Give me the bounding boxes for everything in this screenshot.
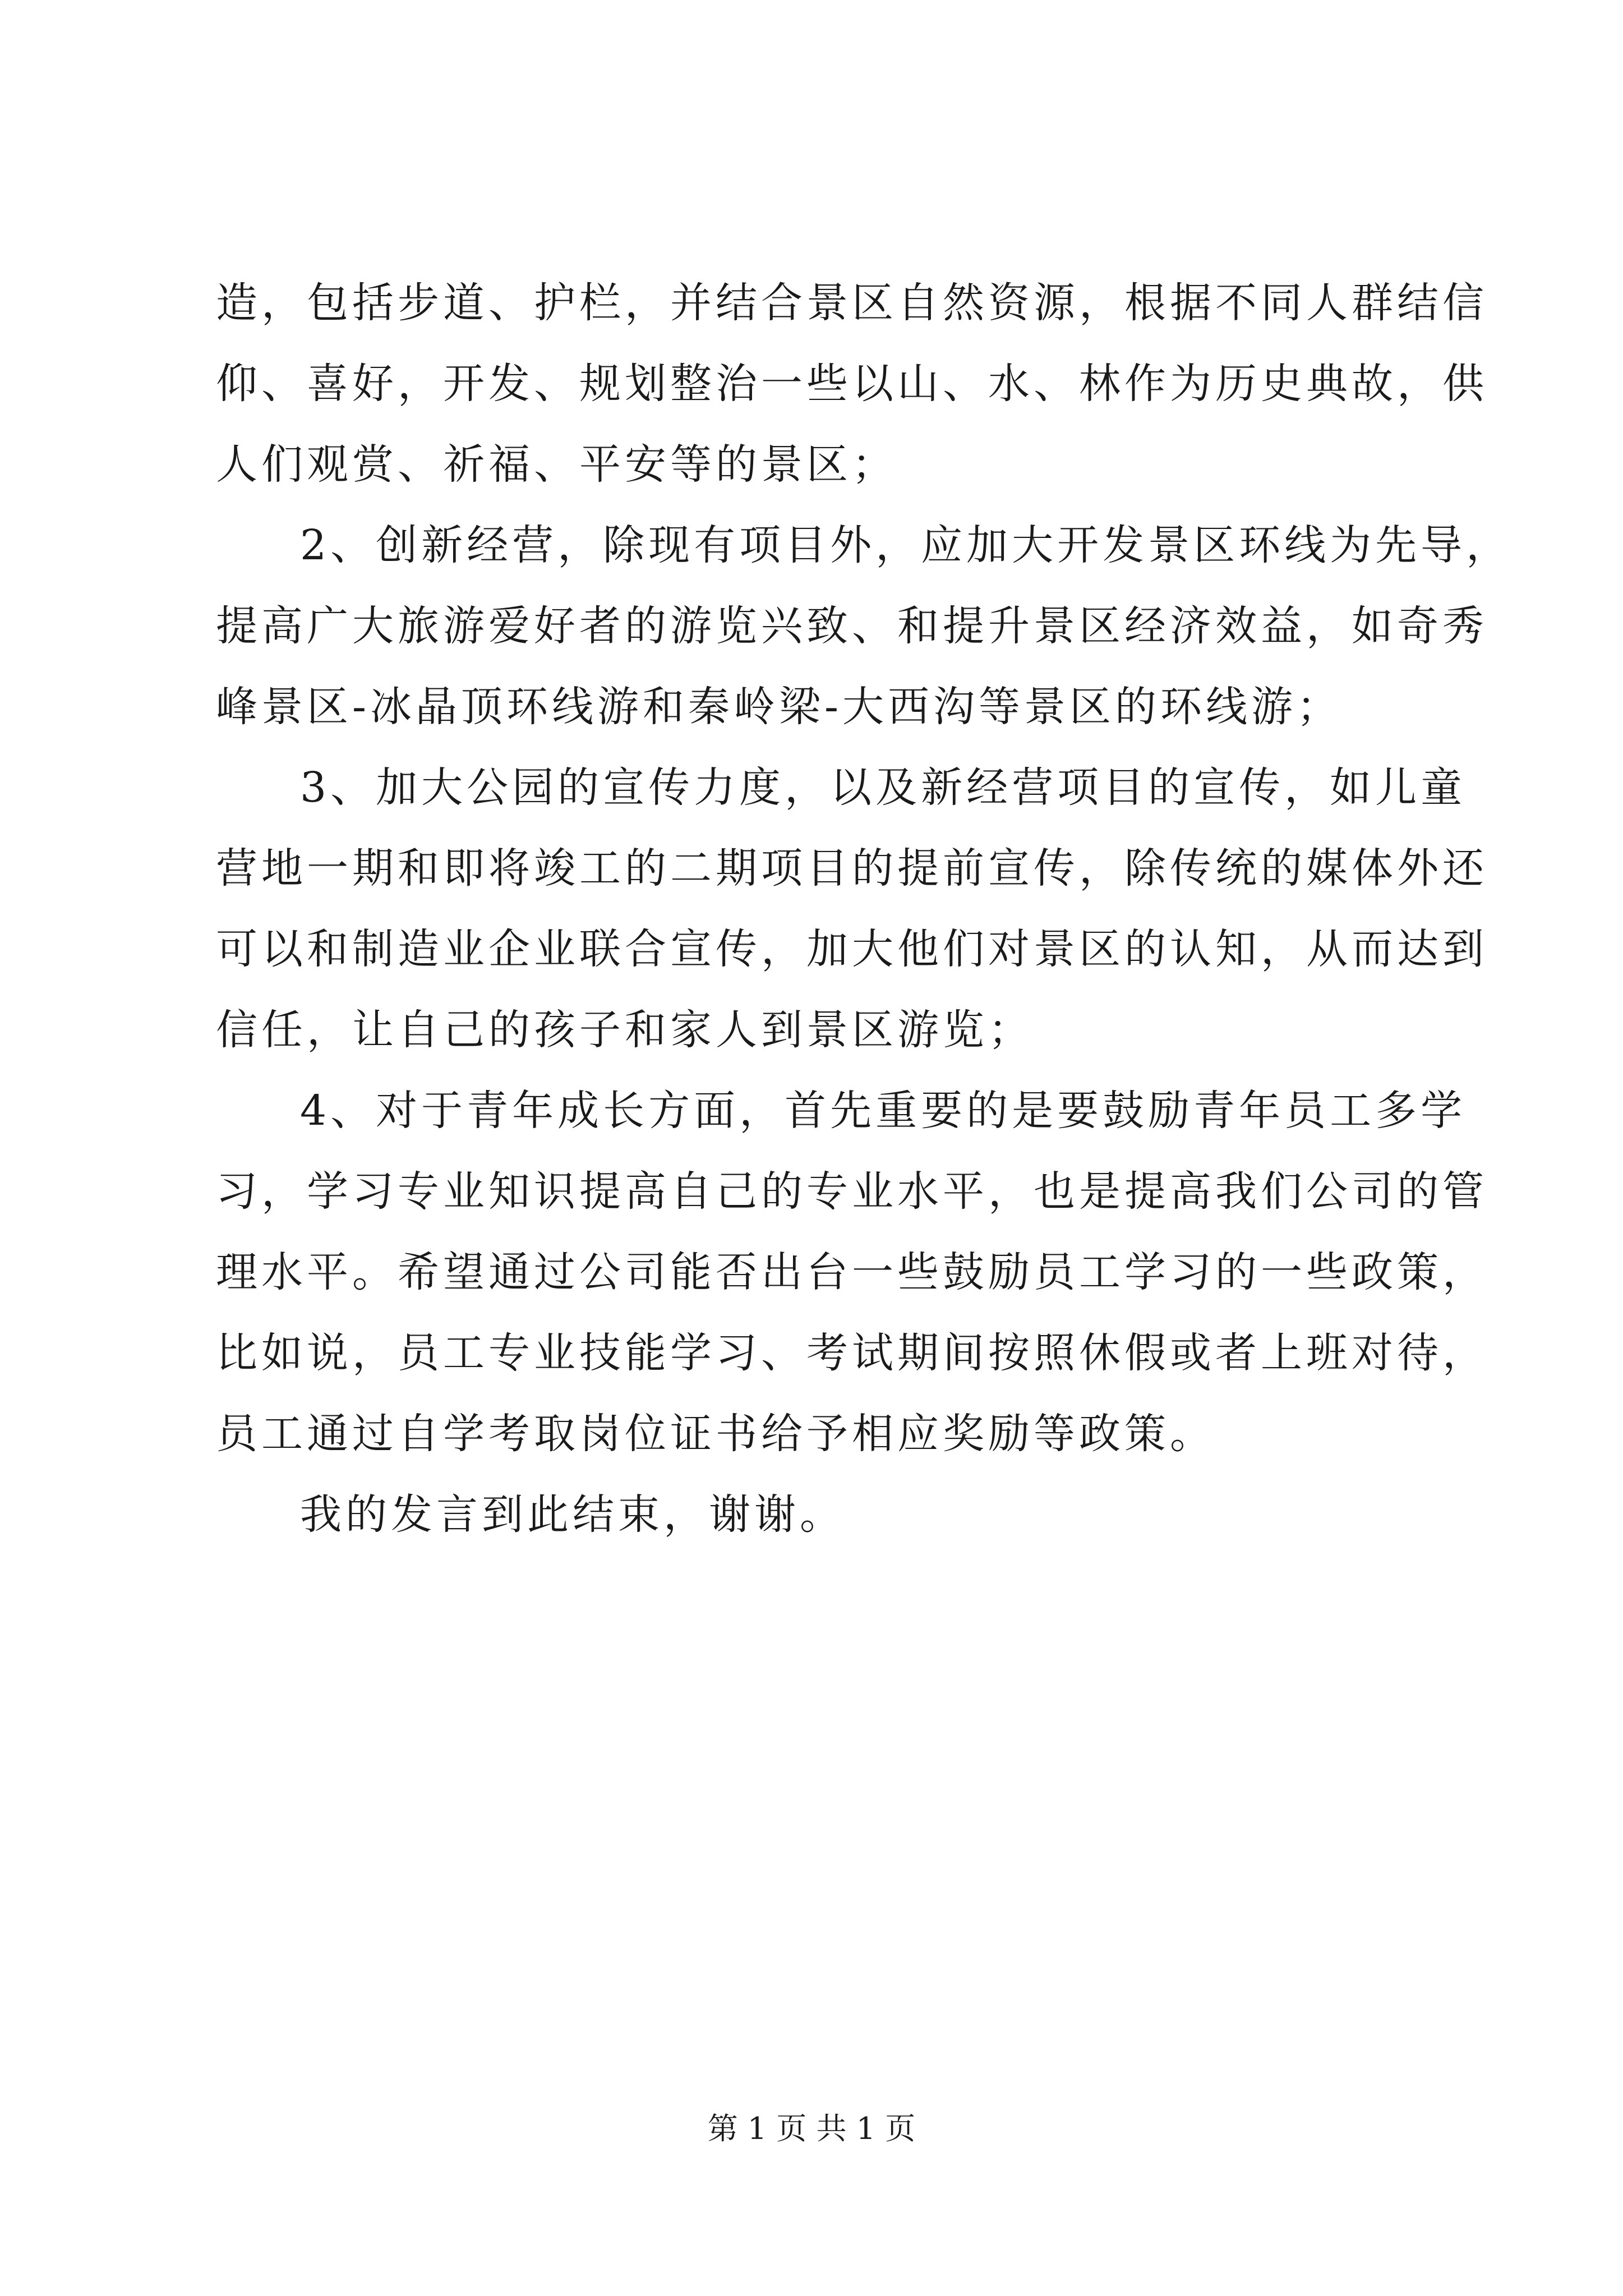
text-line: 造，包括步道、护栏，并结合景区自然资源，根据不同人群结信 — [216, 279, 1488, 327]
text-line: 营地一期和即将竣工的二期项目的提前宣传，除传统的媒体外还 — [216, 844, 1488, 892]
text-line: 人们观赏、祈福、平安等的景区； — [216, 440, 897, 489]
paragraph-start-line: 4、对于青年成长方面，首先重要的是要鼓励青年员工多学 — [300, 1087, 1467, 1135]
text-line: 员工通过自学考取岗位证书给予相应奖励等政策。 — [216, 1410, 1215, 1458]
text-line: 峰景区-冰晶顶环线游和秦岭梁-大西沟等景区的环线游； — [216, 683, 1343, 731]
text-line: 仰、喜好，开发、规划整治一些以山、水、林作为历史典故，供 — [216, 360, 1488, 408]
paragraph-start-line: 2、创新经营，除现有项目外，应加大开发景区环线为先导， — [300, 521, 1512, 569]
text-line: 比如说，员工专业技能学习、考试期间按照休假或者上班对待， — [216, 1329, 1488, 1377]
text-line: 可以和制造业企业联合宣传，加大他们对景区的认知，从而达到 — [216, 925, 1488, 973]
text-line: 信任，让自己的孩子和家人到景区游览； — [216, 1006, 1034, 1054]
page-footer: 第 1 页 共 1 页 — [707, 2111, 916, 2146]
text-line: 提高广大旅游爱好者的游览兴致、和提升景区经济效益，如奇秀 — [216, 602, 1488, 650]
document-body — [216, 263, 1512, 1555]
paragraph-start-line: 3、加大公园的宣传力度，以及新经营项目的宣传，如儿童 — [300, 763, 1467, 812]
text-line: 理水平。希望通过公司能否出台一些鼓励员工学习的一些政策， — [216, 1248, 1488, 1296]
text-line: 习，学习专业知识提高自己的专业水平，也是提高我们公司的管 — [216, 1167, 1488, 1216]
closing-line: 我的发言到此结束，谢谢。 — [300, 1490, 845, 1539]
